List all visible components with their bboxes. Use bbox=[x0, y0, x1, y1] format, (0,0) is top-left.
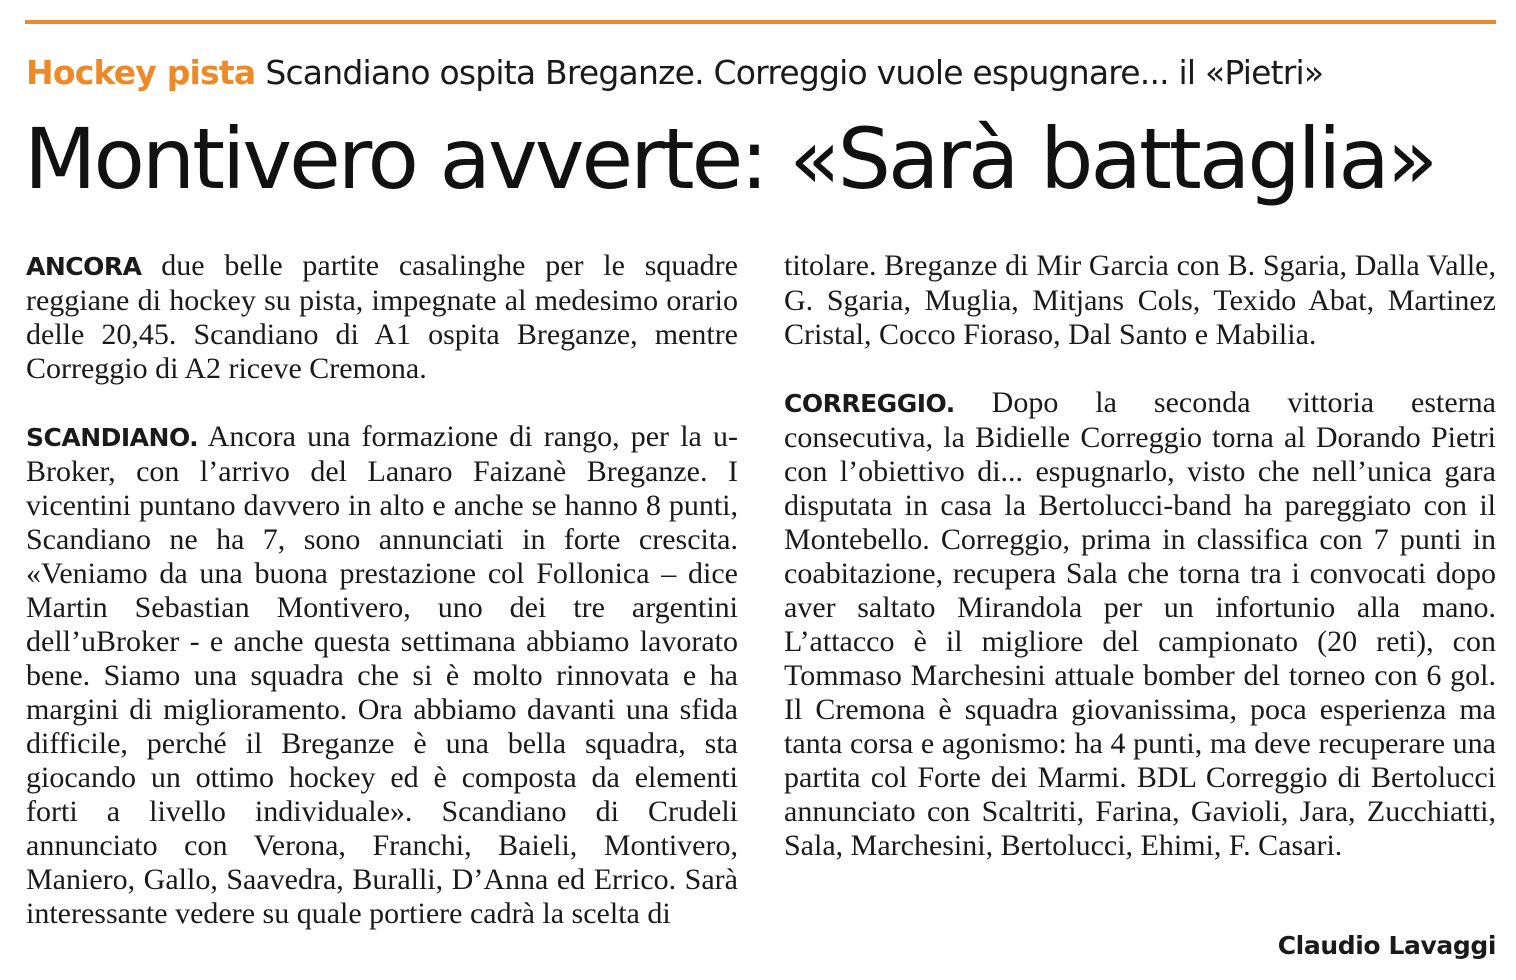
paragraph-lead: CORREGGIO. bbox=[784, 389, 955, 418]
top-accent-rule bbox=[25, 20, 1496, 24]
article-kicker bbox=[26, 50, 1506, 96]
paragraph-breganze bbox=[784, 249, 1496, 352]
paragraph-lead: SCANDIANO. bbox=[26, 423, 199, 452]
kicker-text: Scandiano ospita Breganze. Correggio vuole espugnare... il «Pietri» bbox=[265, 53, 1324, 92]
paragraph-text: Ancora una formazione di rango, per la u-Broker, con l’arrivo del Lanaro Faizanè Breganze. I vicentini puntano davvero in alto e anche se hanno 8 punti, Scandiano ne ha 7, sono annunciati in forte crescita. «Veniamo da una buona prestazione col Follonica – dice Martin Sebastian Montivero, uno dei tre argentini dell’uBroker - e anche questa settimana abbiamo lavorato bene. Siamo una squadra che si è molto rinnovata e ha margini di miglioramento. Ora abbiamo davanti una sfida difficile, perché il Breganze è una bella squadra, sta giocando un ottimo hockey ed è composta da elementi forti a livello individuale». Scandiano di Crudeli annunciato con Verona, Franchi, Baieli, Montivero, Maniero, Gallo, Saavedra, Buralli, D’Anna ed Errico. Sarà interessante vedere su quale portiere cadrà la scelta di bbox=[26, 420, 738, 930]
paragraph-intro bbox=[26, 249, 738, 386]
article-headline: Montivero avverte: «Sarà battaglia» bbox=[24, 110, 1436, 208]
paragraph-lead: ANCORA bbox=[26, 252, 142, 281]
paragraph-correggio bbox=[784, 386, 1496, 863]
article-byline: Claudio Lavaggi bbox=[1277, 931, 1496, 960]
paragraph-scandiano bbox=[26, 420, 738, 931]
article-column-right bbox=[784, 249, 1496, 863]
paragraph-text: titolare. Breganze di Mir Garcia con B. Sgaria, Dalla Valle, G. Sgaria, Muglia, Mitjans Cols, Texido Abat, Martinez Cristal, Cocco Fioraso, Dal Santo e Mabilia. bbox=[784, 249, 1496, 351]
paragraph-text: Dopo la seconda vittoria esterna consecutiva, la Bidielle Correggio torna al Dorando Pietri con l’obiettivo di... espugnarlo, visto che nell’unica gara disputata in casa la Bertolucci-band ha pareggiato con il Montebello. Correggio, prima in classifica con 7 punti in coabitazione, recupera Sala che torna tra i convocati dopo aver saltato Mirandola per un infortunio alla mano. L’attacco è il migliore del campionato (20 reti), con Tommaso Marchesini attuale bomber del torneo con 6 gol. Il Cremona è squadra giovanissima, poca esperienza ma tanta corsa e agonismo: ha 4 punti, ma deve recuperare una partita col Forte dei Marmi. BDL Correggio di Bertolucci annunciato con Scaltriti, Farina, Gavioli, Jara, Zucchiatti, Sala, Marchesini, Bertolucci, Ehimi, F. Casari. bbox=[784, 386, 1496, 862]
paragraph-text: due belle partite casalinghe per le squadre reggiane di hockey su pista, impegnate al medesimo orario delle 20,45. Scandiano di A1 ospita Breganze, mentre Correggio di A2 riceve Cremona. bbox=[26, 249, 738, 385]
section-label: Hockey pista bbox=[26, 53, 256, 92]
article-column-left bbox=[26, 249, 738, 931]
